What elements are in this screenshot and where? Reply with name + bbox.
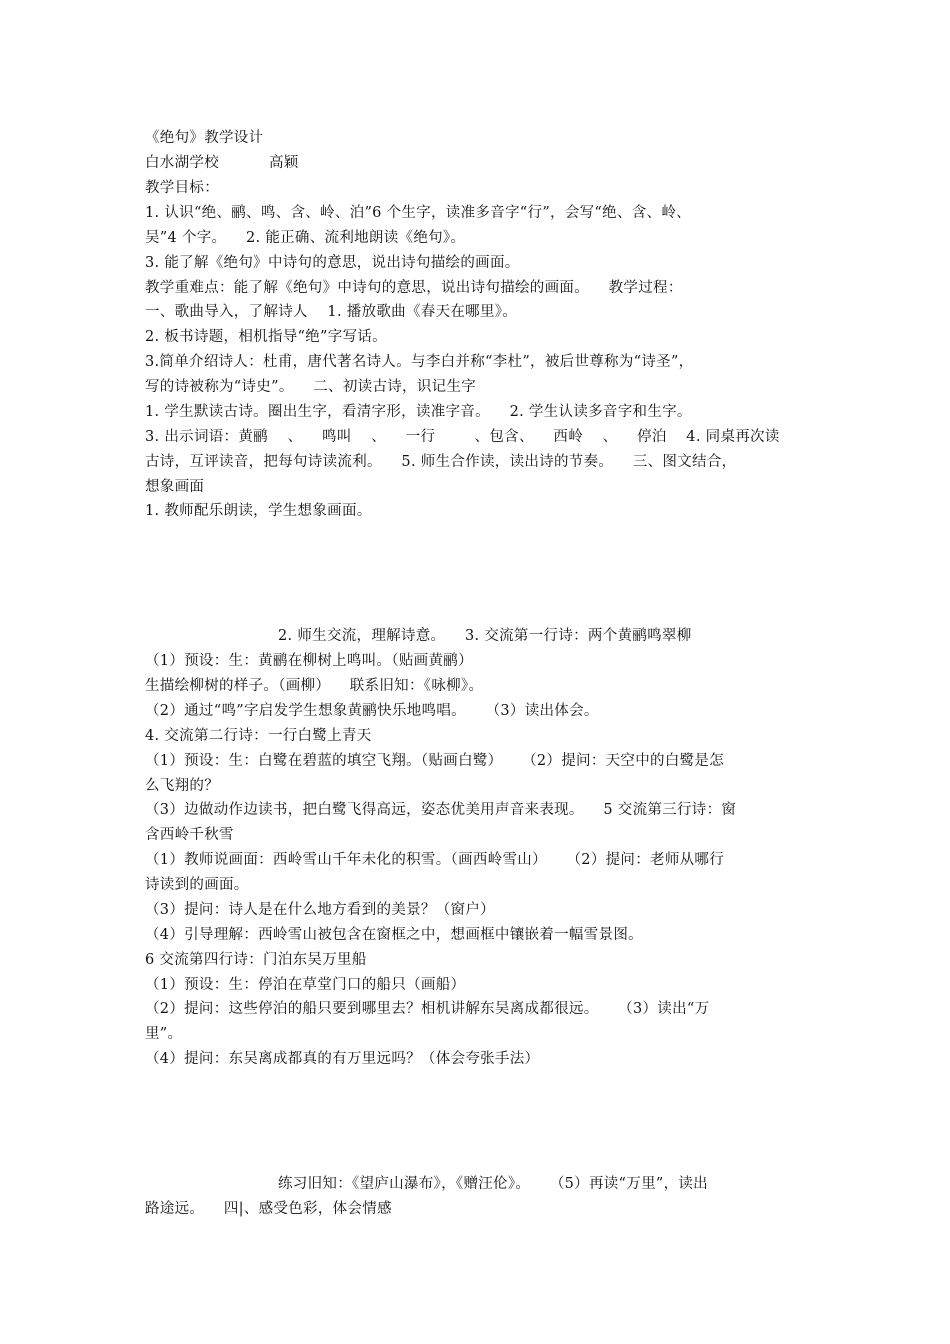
- text-line: 么飞翔的？: [145, 778, 219, 794]
- text-line: 生描绘柳树的样子。（画柳） 联系旧知：《咏柳》。: [145, 678, 484, 694]
- text-line: 1. 教师配乐朗读，学生想象画面。: [145, 503, 372, 519]
- text-line: 含西岭千秋雪: [145, 827, 234, 843]
- text-line: （1）预设：生：停泊在草堂门口的船只（画船）: [145, 977, 466, 993]
- text-line: 写的诗被称为“诗史”。 二、初读古诗，识记生字: [145, 379, 477, 395]
- text-line: （2）通过“鸣”字启发学生想象黄鹂快乐地鸣唱。 （3）读出体会。: [145, 703, 599, 719]
- text-line: 里”。: [145, 1026, 183, 1042]
- text-line: 3. 出示词语：黄鹂 、 鸣叫 、 一行 、包含、 西岭 、 停泊 4. 同桌再次读: [145, 429, 780, 445]
- text-line: 教学目标：: [145, 180, 219, 196]
- text-line: 3. 能了解《绝句》中诗句的意思，说出诗句描绘的画面。: [145, 255, 520, 271]
- text-line: 3.简单介绍诗人：杜甫，唐代著名诗人。与李白并称“李杜”，被后世尊称为“诗圣”，: [145, 354, 694, 370]
- text-line: 一、歌曲导入，了解诗人 1. 播放歌曲《春天在哪里》。: [145, 304, 518, 320]
- school-author-line: [145, 153, 299, 173]
- text-line: （1）教师说画面：西岭雪山千年未化的积雪。（画西岭雪山） （2）提问：老师从哪行: [145, 852, 725, 868]
- school-name: 白水湖学校: [145, 155, 219, 171]
- text-line: （3）提问：诗人是在什么地方看到的美景？（窗户）: [145, 902, 495, 918]
- text-line: 1. 认识“绝、鹂、鸣、含、岭、泊”6 个生字，读准多音字“行”，会写“绝、含、岭、: [145, 205, 691, 221]
- doc-title: 《绝句》教学设计: [145, 130, 264, 146]
- text-line: （1）预设：生：黄鹂在柳树上鸣叫。（贴画黄鹂）: [145, 653, 473, 669]
- text-line: （1）预设：生：白鹭在碧蓝的填空飞翔。（贴画白鹭） （2）提问：天空中的白鹭是怎: [145, 753, 725, 769]
- text-line: （3）边做动作边读书，把白鹭飞得高远，姿态优美用声音来表现。 5 交流第三行诗：窗: [145, 802, 737, 818]
- text-line: 想象画面: [145, 479, 205, 495]
- text-line: 诗读到的画面。: [145, 877, 249, 893]
- text-line: 4. 交流第二行诗：一行白鹭上青天: [145, 728, 372, 744]
- text-line: 教学重难点：能了解《绝句》中诗句的意思，说出诗句描绘的画面。 教学过程：: [145, 280, 683, 296]
- text-line: 2. 师生交流，理解诗意。 3. 交流第一行诗：两个黄鹂鸣翠柳: [278, 628, 692, 644]
- text-line: （2）提问：这些停泊的船只要到哪里去？相机讲解东吴离成都很远。 （3）读出“万: [145, 1001, 710, 1017]
- text-line: 路途远。 四|、感受色彩，体会情感: [145, 1201, 392, 1217]
- text-line: （4）提问：东吴离成都真的有万里远吗？（体会夸张手法）: [145, 1051, 540, 1067]
- text-line: 6 交流第四行诗：门泊东吴万里船: [145, 952, 367, 968]
- text-line: 2. 板书诗题，相机指导“绝”字写话。: [145, 329, 387, 345]
- text-line: （4）引导理解：西岭雪山被包含在窗框之中，想画框中镶嵌着一幅雪景图。: [145, 927, 643, 943]
- text-line: 吴”4 个字。 2. 能正确、流利地朗读《绝句》。: [145, 230, 466, 246]
- author-name: 高颖: [269, 155, 299, 171]
- text-line: 古诗，互评读音，把每句诗读流利。 5. 师生合作读，读出诗的节奏。 三、图文结合，: [145, 454, 737, 470]
- text-line: 1. 学生默读古诗。圈出生字，看清字形，读准字音。 2. 学生认读多音字和生字。: [145, 404, 692, 420]
- text-line: 练习旧知：《望庐山瀑布》，《赠汪伦》。 （5）再读“万里”，读出: [278, 1176, 708, 1192]
